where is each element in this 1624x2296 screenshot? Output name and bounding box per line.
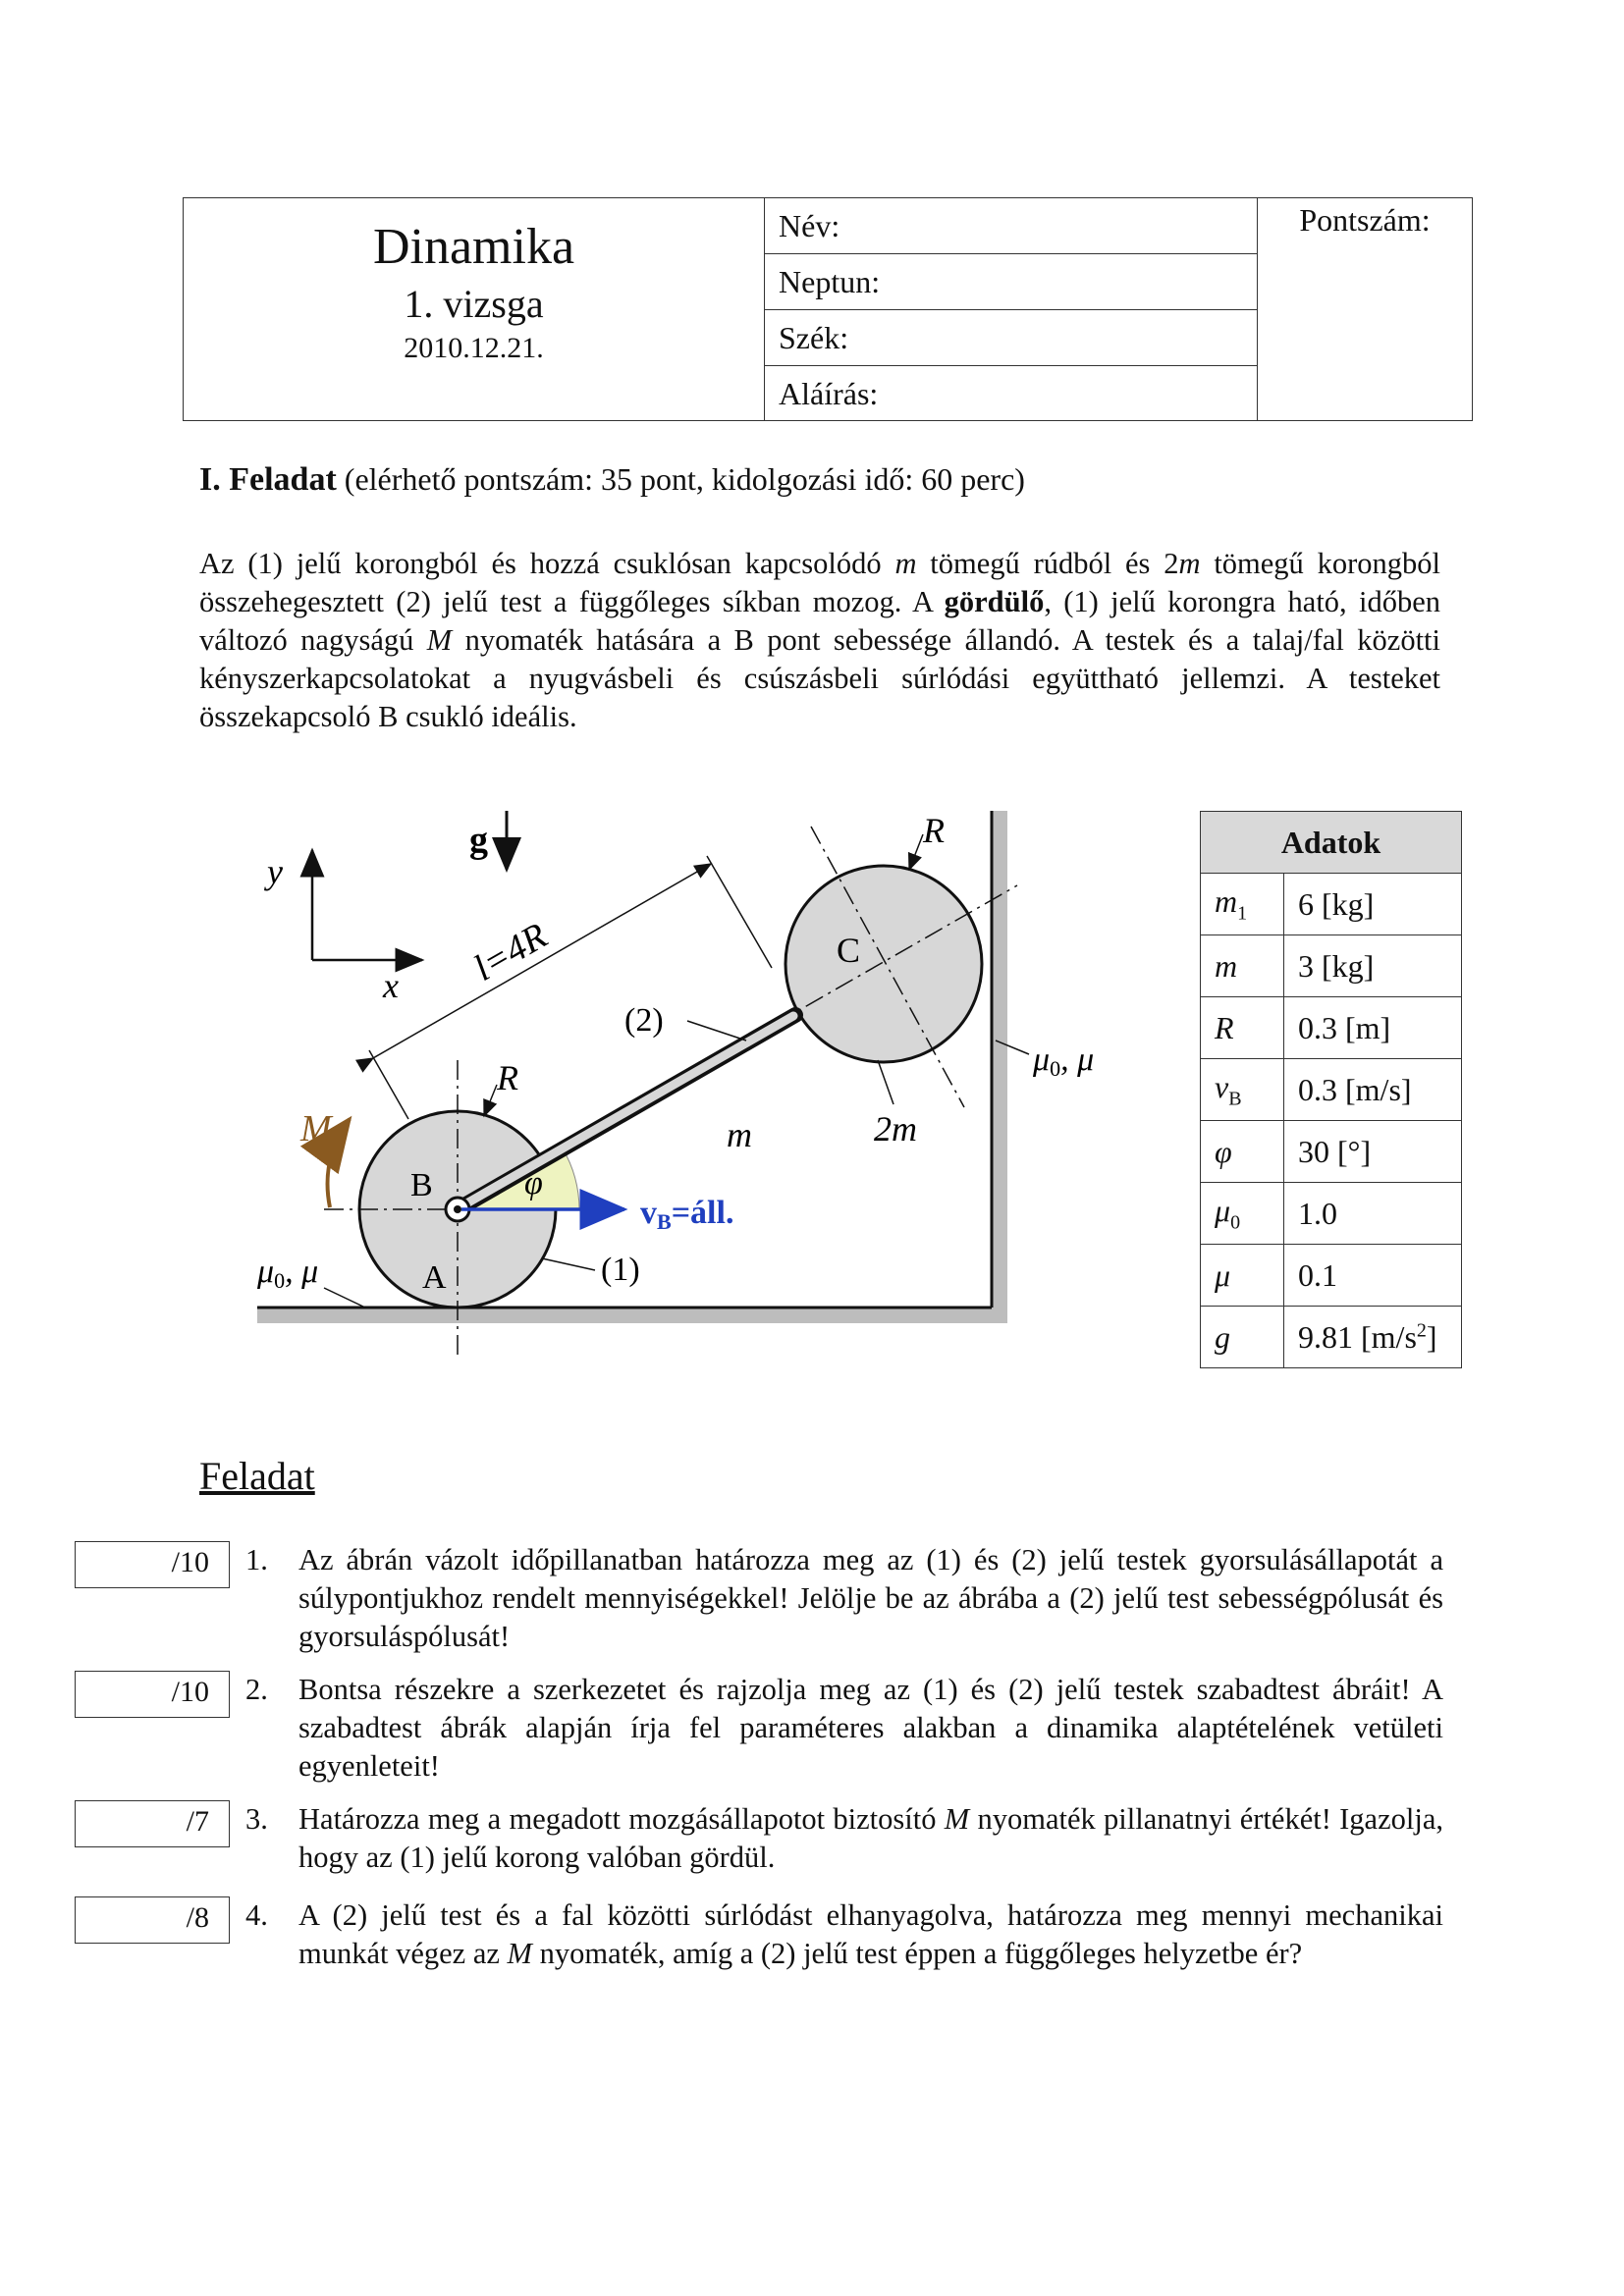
data-row: φ 30 [°]	[1201, 1121, 1462, 1183]
desc-var-M: M	[426, 623, 453, 657]
data-row: g 9.81 $[m/s^2]$	[1201, 1307, 1462, 1368]
question-number: 4.	[245, 1898, 268, 1932]
mu-wall-label: μ0, μ	[1033, 1041, 1095, 1081]
label-rod-m: m	[727, 1115, 752, 1154]
question-1	[245, 1541, 1443, 1656]
score-box-1[interactable]: /10	[75, 1541, 230, 1588]
desc-part: tömegű rúdból és 2	[916, 547, 1179, 580]
question-text: Az ábrán vázolt időpillanatban határozza meg az (1) és (2) jelű testek gyorsulásállapotát a súlypontjukhoz rendelt mennyiségekkel! Jelölje be az ábrába a (2) jelű test sebességpólusát és gyorsuláspólusát!	[298, 1543, 1443, 1653]
question-4	[245, 1896, 1443, 1973]
label-body-1-leader	[542, 1258, 595, 1270]
exam-title: Dinamika	[372, 219, 575, 275]
desc-part: nyomaték hatására a B pont sebessége állandó. A testek és a talaj/fal közötti kényszerkapcsolatokat a nyugvásbeli és csúszásbeli súrlódási együttható jellemzi. A testeket összekapcsoló B csukló ideális.	[199, 623, 1440, 733]
pin-b-center	[454, 1205, 461, 1213]
score-box-3[interactable]: /7	[75, 1800, 230, 1847]
question-text: Határozza meg a megadott mozgásállapotot biztosító M nyomaték pillanatnyi értékét! Igazolja, hogy az (1) jelű korong valóban gördül.	[298, 1802, 1443, 1874]
question-text: Bontsa részekre a szerkezetet és rajzolja meg az (1) és (2) jelű testek szabadtest ábráit! A szabadtest ábrák alapján írja fel paraméteres alakban a dinamika alaptételének vetületi egyenleteit!	[298, 1673, 1443, 1783]
desc-part: tömegű korongból összehegesztett (2) jelű test a függőleges síkban mozog. A	[199, 547, 1440, 618]
question-2	[245, 1671, 1443, 1786]
label-phi: φ	[524, 1165, 543, 1201]
length-label: l=4R	[466, 915, 555, 989]
wall-hatch	[992, 811, 1007, 1323]
desc-var-m: m	[1178, 547, 1201, 580]
radius-2-label: R	[923, 811, 945, 850]
score-box-4[interactable]: /8	[75, 1896, 230, 1944]
label-c: C	[837, 931, 861, 970]
velocity-label: vB=áll.	[640, 1195, 734, 1234]
label-body-1: (1)	[601, 1252, 640, 1288]
question-number: 3.	[245, 1802, 268, 1836]
data-row: R 0.3 [m]	[1201, 997, 1462, 1059]
data-row: $v_B$ 0.3 [m/s]	[1201, 1059, 1462, 1121]
y-label: y	[267, 852, 283, 891]
radius-2-arrow	[909, 834, 923, 870]
moment-label: M	[300, 1108, 332, 1149]
task-meta: (elérhető pontszám: 35 pont, kidolgozási idő: 60 perc)	[344, 461, 1025, 497]
label-b: B	[410, 1167, 433, 1203]
desc-bold: gördülő	[944, 585, 1045, 618]
data-table	[1200, 811, 1462, 1368]
x-label: x	[383, 966, 399, 1005]
field-neptun[interactable]: Neptun:	[765, 254, 1257, 310]
data-row: m 3 [kg]	[1201, 935, 1462, 997]
radius-1-label: R	[497, 1058, 518, 1097]
label-body-2: (2)	[624, 1002, 664, 1039]
mu-floor-label: μ0, μ	[257, 1254, 319, 1293]
floor-hatch	[257, 1308, 1007, 1323]
mu-floor-leader	[324, 1288, 365, 1308]
desc-part: , (1) jelű korongra ható, időben változó nagyságú	[199, 585, 1440, 657]
exam-date: 2010.12.21.	[404, 332, 544, 364]
desc-var-m: m	[894, 547, 917, 580]
label-body-2-leader	[687, 1021, 746, 1041]
desc-part: Az (1) jelű korongból és hozzá csuklósan kapcsolódó	[199, 547, 895, 580]
dim-ext-1	[369, 1050, 408, 1119]
section-title: Feladat	[199, 1454, 315, 1498]
label-2m-leader	[878, 1060, 893, 1104]
data-table-header: Adatok	[1201, 812, 1462, 874]
disk-2	[785, 866, 982, 1062]
question-number: 2.	[245, 1673, 268, 1706]
gravity-label: g	[469, 820, 488, 861]
question-text: A (2) jelű test és a fal közötti súrlódást elhanyagolva, határozza meg mennyi mechanikai munkát végez az M nyomaték, amíg a (2) jelű test éppen a függőleges helyzetbe ér?	[298, 1898, 1443, 1970]
task-title: I. Feladat	[199, 461, 337, 498]
label-a: A	[422, 1259, 447, 1296]
data-row: μ 0.1	[1201, 1245, 1462, 1307]
field-seat[interactable]: Szék:	[765, 310, 1257, 366]
radius-1-arrow	[484, 1085, 497, 1116]
score-label: Pontszám:	[1299, 202, 1431, 238]
data-row: $\mu_0$ 1.0	[1201, 1183, 1462, 1245]
field-signature[interactable]: Aláírás:	[779, 376, 879, 411]
data-row: $m_1$ 6 [kg]	[1201, 874, 1462, 935]
question-number: 1.	[245, 1543, 268, 1576]
rod-inner	[461, 1016, 793, 1206]
label-disk-2m: 2m	[874, 1109, 917, 1148]
score-box-2[interactable]: /10	[75, 1671, 230, 1718]
question-3	[245, 1800, 1443, 1877]
dim-ext-2	[707, 856, 772, 968]
field-name[interactable]: Név:	[765, 198, 1257, 254]
exam-subtitle: 1. vizsga	[404, 282, 544, 326]
